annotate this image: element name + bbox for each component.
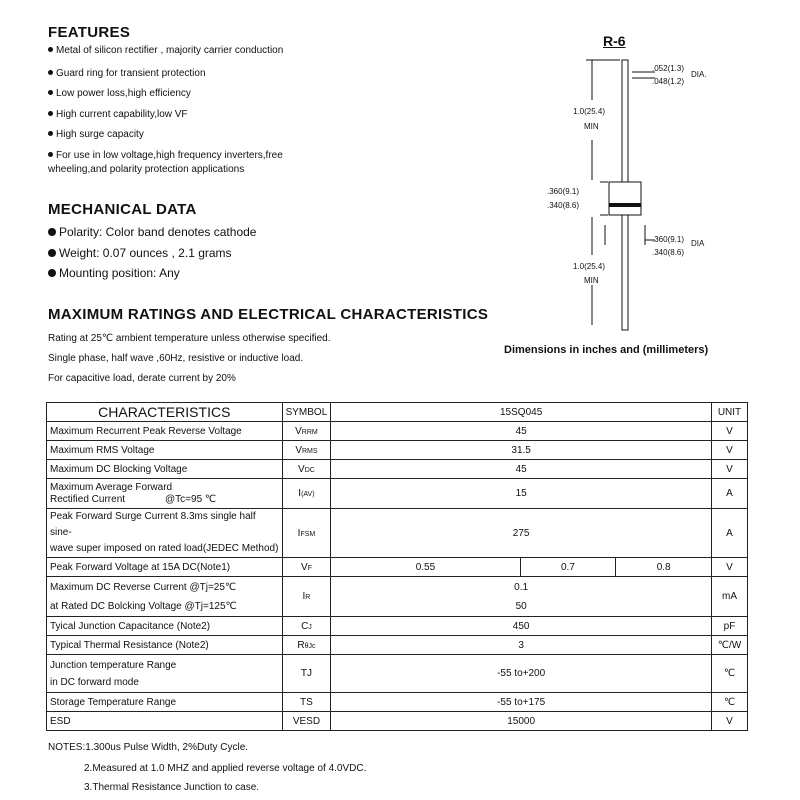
bullet-icon <box>48 228 56 236</box>
feature-item-cont: wheeling,and polarity protection applications <box>48 164 245 175</box>
lead-dia-bottom: .048(1.2) <box>652 77 685 86</box>
table-row: Maximum Average Forward Rectified Current @Tc=95 ℃ I(AV) 15 A <box>47 479 748 509</box>
bullet-icon <box>48 111 53 116</box>
dia-label-2: DIA <box>691 239 705 248</box>
mechanical-heading: MECHANICAL DATA <box>48 201 197 218</box>
bullet-icon <box>48 249 56 257</box>
table-row: Junction temperature Range in DC forward mode TJ -55 to+200 ℃ <box>47 655 748 693</box>
bullet-icon <box>48 131 53 136</box>
table-row: Maximum Recurrent Peak Reverse Voltage VRRM 45 V <box>47 422 748 441</box>
body-dia-bottom: .340(8.6) <box>652 248 685 257</box>
header-part: 15SQ045 <box>331 403 712 422</box>
feature-item: For use in low voltage,high frequency inverters,free <box>48 150 283 161</box>
note-3: 3.Thermal Resistance Junction to case. <box>84 782 260 793</box>
bullet-icon <box>48 47 53 52</box>
bullet-icon <box>48 90 53 95</box>
mechanical-item: Polarity: Color band denotes cathode <box>48 225 256 239</box>
note-2: 2.Measured at 1.0 MHZ and applied reverse voltage of 4.0VDC. <box>84 763 367 774</box>
bullet-icon <box>48 152 53 157</box>
table-row: Typical Thermal Resistance (Note2) RθJc 3 ℃/W <box>47 636 748 655</box>
min-label: MIN <box>584 122 599 131</box>
table-row: Maximum DC Blocking Voltage VDC 45 V <box>47 460 748 479</box>
table-row: Peak Forward Voltage at 15A DC(Note1) VF 0.55 0.7 0.8 V <box>47 558 748 577</box>
bullet-icon <box>48 70 53 75</box>
header-symbol: SYMBOL <box>282 403 331 422</box>
lead-length-2: 1.0(25.4) <box>573 262 606 271</box>
ratings-heading: MAXIMUM RATINGS AND ELECTRICAL CHARACTERISTICS <box>48 306 489 323</box>
lead-length: 1.0(25.4) <box>573 107 606 116</box>
mechanical-item: Weight: 0.07 ounces , 2.1 grams <box>48 246 232 260</box>
table-row: Tyical Junction Capacitance (Note2) CJ 450 pF <box>47 617 748 636</box>
table-header-row <box>47 403 748 422</box>
min-label-2: MIN <box>584 276 599 285</box>
dia-label: DIA. <box>691 70 707 79</box>
feature-item: Metal of silicon rectifier , majority carrier conduction <box>48 45 283 56</box>
table-row: Peak Forward Surge Current 8.3ms single half sine- wave super imposed on rated load(JEDEC Method) IFSM 275 A <box>47 509 748 558</box>
rating-note: Single phase, half wave ,60Hz, resistive or inductive load. <box>48 353 304 364</box>
feature-item: High surge capacity <box>48 129 144 140</box>
lead-dia-top: .052(1.3) <box>652 64 685 73</box>
body-length-bottom: .340(8.6) <box>547 201 580 210</box>
header-unit: UNIT <box>711 403 747 422</box>
diagram-caption: Dimensions in inches and (millimeters) <box>504 344 709 356</box>
feature-item: Guard ring for transient protection <box>48 68 206 79</box>
feature-item: High current capability,low VF <box>48 109 188 120</box>
rating-note: Rating at 25℃ ambient temperature unless otherwise specified. <box>48 333 331 344</box>
package-title: R-6 <box>603 33 626 49</box>
characteristics-table <box>46 402 748 731</box>
features-heading: FEATURES <box>48 24 131 41</box>
body-length-top: .360(9.1) <box>547 187 580 196</box>
feature-item: Low power loss,high efficiency <box>48 88 191 99</box>
header-characteristics: CHARACTERISTICS <box>47 403 283 422</box>
table-row: Storage Temperature Range TS -55 to+175 ℃ <box>47 693 748 712</box>
note-1: NOTES:1.300us Pulse Width, 2%Duty Cycle. <box>48 742 249 753</box>
table-row: ESD VESD 15000 V <box>47 712 748 731</box>
cathode-band <box>609 203 641 207</box>
table-row: Maximum RMS Voltage VRMS 31.5 V <box>47 441 748 460</box>
body-dia-top: .360(9.1) <box>652 235 685 244</box>
bullet-icon <box>48 269 56 277</box>
table-row: Maximum DC Reverse Current @Tj=25℃ at Rated DC Bolcking Voltage @Tj=125℃ IR 0.1 50 mA <box>47 577 748 617</box>
rating-note: For capacitive load, derate current by 20% <box>48 373 236 384</box>
mechanical-item: Mounting position: Any <box>48 266 180 280</box>
